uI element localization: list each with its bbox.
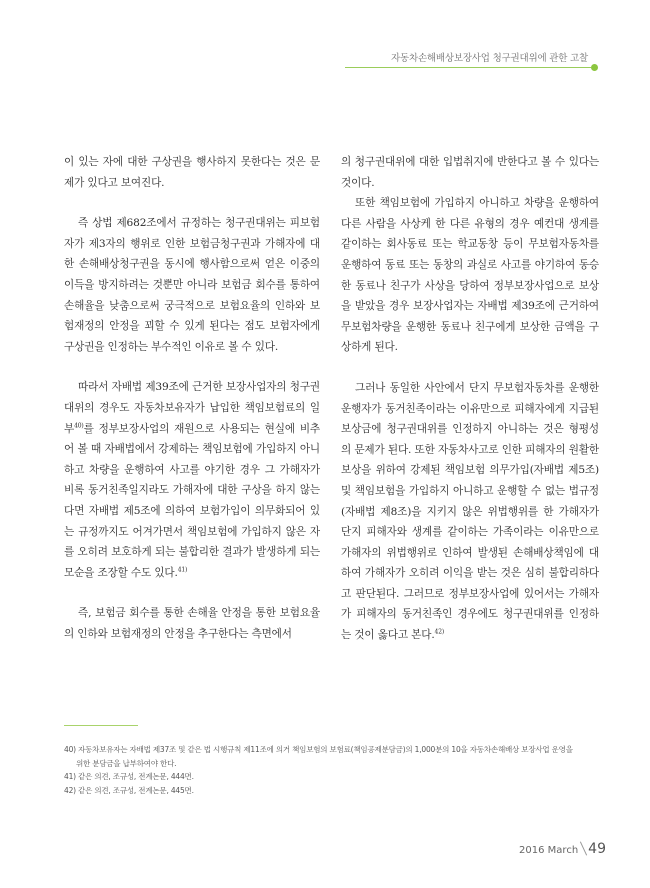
header-rule xyxy=(345,67,591,68)
header-dot-ornament xyxy=(591,64,598,71)
right-column xyxy=(341,152,599,646)
page-footer xyxy=(519,838,606,857)
left-paragraph-3-text-b: 를 정부보장사업의 재원으로 사용되는 현실에 비추어 볼 때 자배법에서 강제하는 책임보험에 가입하지 아니하고 차량을 운행하여 사고를 야기한 경우 그 가해자가 비록 동거친족일지라도 가해자에 대한 구상을 하지 않는다면 자배법 제5조에 의하여 보험가입이 의무화되어 있는 규정까지도 어겨가면서 책임보험에 가입하지 않은 자를 오히려 보호하게 되는 불합리한 결과가 발생하게 되는 모순을 조장할 수도 있다. xyxy=(64,422,320,579)
left-paragraph-4: 즉, 보험금 회수를 통한 손해율 안정을 통한 보험요율의 인하와 보험재정의 안정을 추구한다는 측면에서 xyxy=(64,607,320,640)
left-paragraph-1: 이 있는 자에 대한 구상권을 행사하지 못한다는 것은 문제가 있다고 보여진다. xyxy=(64,156,320,189)
footnote-40-continued: 위한 분담금을 납부하여야 한다. xyxy=(76,758,177,768)
issue-date: 2016 March xyxy=(519,845,579,856)
footnote-ref-40: 40) xyxy=(74,422,84,429)
footer-divider xyxy=(580,841,587,855)
left-paragraph-2: 즉 상법 제682조에서 규정하는 청구권대위는 피보험자가 제3자의 행위로 인한 보험금청구권과 가해자에 대한 손해배상청구권을 동시에 행사함으로써 얻은 이중의 이득을 방지하려는 것뿐만 아니라 보험금 회수를 통하여 손해율을 낮춤으로써 궁극적으로 보험요율의 인하와 보험재정의 안정을 꾀할 수 있게 된다는 점도 보험자에게 구상권을 인정하는 부수적인 이유로 볼 수 있다. xyxy=(64,217,320,353)
footnote-42: 42) 같은 의견, 조규성, 전계논문, 445면. xyxy=(64,785,194,795)
footnote-separator xyxy=(64,725,138,726)
left-paragraph-3 xyxy=(64,377,320,583)
left-paragraph-3-text-a: 따라서 자배법 제39조에 근거한 보장사업자의 청구권대위의 경우도 자동차보유자가 납입한 책임보험료의 일부 xyxy=(64,381,320,435)
right-paragraph-3-text: 그러나 동일한 사안에서 단지 무보험자동차를 운행한 운행자가 동거친족이라는 이유만으로 피해자에게 지급된 보상금에 청구권대위를 인정하지 아니하는 것은 형평성의 문제가 된다. 또한 자동차사고로 인한 피해자의 원활한 보상을 위하여 강제된 책임보험 의무가입(자배법 제5조) 및 책임보험을 가입하지 아니하고 운행할 수 없는 법규정(자배법 제8조)을 지키지 않은 위법행위를 한 가해자가 단지 피해자와 생계를 같이하는 가족이라는 이유만으로 가해자의 위법행위로 인하여 발생된 손해배상책임에 대하여 가해자가 오히려 이익을 받는 것은 심히 불합리하다고 판단된다. 그러므로 정부보장사업에 있어서는 가해자가 피해자의 동거친족인 경우에도 청구권대위를 인정하는 것이 옳다고 본다. xyxy=(341,381,599,642)
right-paragraph-2: 또한 책임보험에 가입하지 아니하고 차량을 운행하여 다른 사람을 사상케 한 다른 유형의 경우 예컨대 생계를 같이하는 회사동료 또는 학교동창 등이 무보험자동차를 운행하여 동료 또는 동창의 과실로 사고를 야기하여 동승한 동료나 친구가 사상을 당하여 정부보장사업으로 보상을 받았을 경우 보장사업자는 자배법 제39조에 근거하여 무보험차량을 운행한 동료나 친구에게 보상한 금액을 구상하게 된다. xyxy=(341,197,599,354)
right-paragraph-3 xyxy=(341,378,599,646)
footnote-41: 41) 같은 의견, 조규성, 전계논문, 444면. xyxy=(64,772,194,781)
footnotes xyxy=(64,743,604,797)
right-paragraph-1: 의 청구권대위에 대한 입법취지에 반한다고 볼 수 있다는 것이다. xyxy=(341,156,599,189)
running-header-title: 자동차손해배상보장사업 청구권대위에 관한 고찰 xyxy=(391,53,588,64)
footnote-ref-42: 42) xyxy=(434,628,445,636)
footnote-ref-41: 41) xyxy=(177,566,188,574)
footnote-40: 40) 자동차보유자는 자배법 제37조 및 같은 법 시행규칙 제11조에 의거 책임보험의 보험료(책임공제분담금)의 1,000분의 10을 자동차손해배상 보장사업 운영을 xyxy=(64,745,573,754)
left-column xyxy=(64,152,320,644)
page-number: 49 xyxy=(588,841,606,857)
